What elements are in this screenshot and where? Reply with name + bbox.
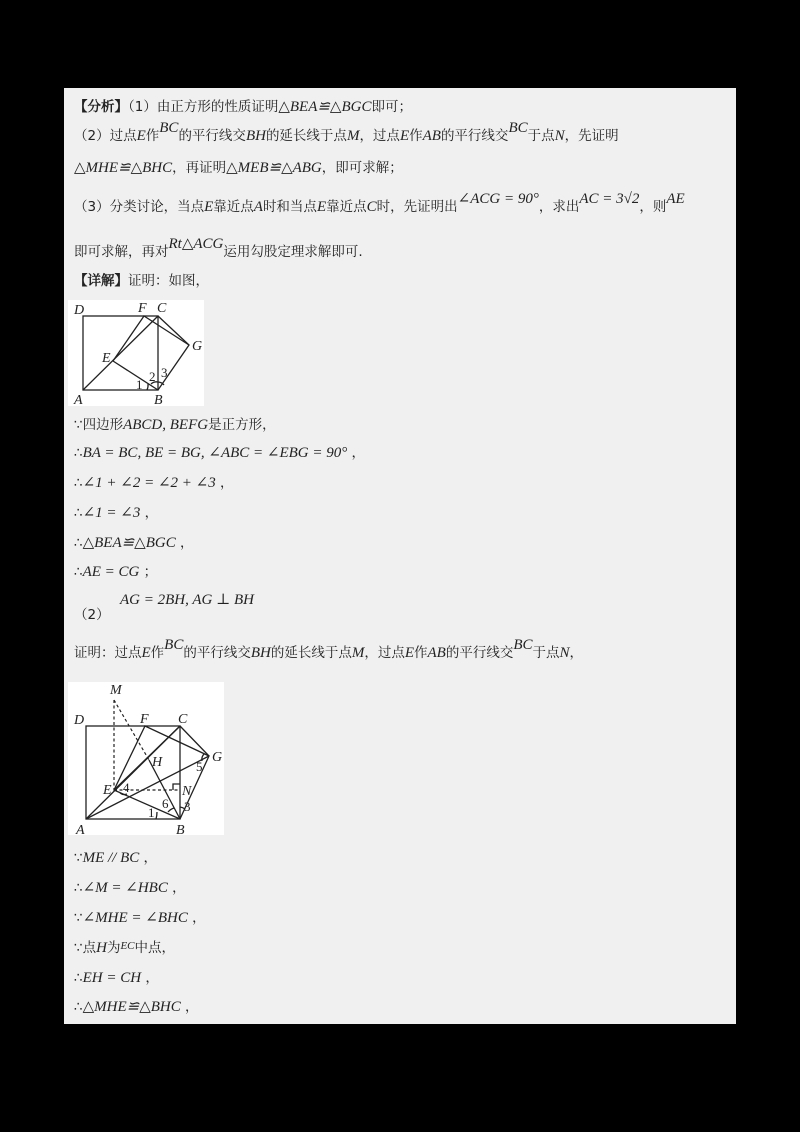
text: ，则 — [639, 199, 667, 215]
step-2-1 — [74, 849, 157, 867]
math: AG = 2BH, AG ⊥ BH — [120, 592, 254, 608]
svg-text:E: E — [102, 351, 111, 366]
text: 时，先证明出 — [376, 199, 458, 215]
math: E — [204, 199, 214, 215]
math: E — [316, 199, 327, 215]
text: ， — [215, 475, 234, 491]
svg-text:D: D — [74, 713, 85, 728]
text: 中点， — [134, 940, 175, 956]
svg-text:2: 2 — [149, 369, 156, 384]
text: ，先证明 — [564, 128, 619, 144]
analysis-heading: 【分析】 — [74, 99, 128, 115]
math: E — [404, 645, 415, 661]
because-symbol: ∵ — [74, 940, 83, 956]
text: 作 — [414, 645, 428, 661]
text: ， — [187, 910, 206, 926]
text: 是正方形， — [208, 417, 276, 433]
math: △BEA≌△BGC — [82, 535, 176, 551]
text: 为 — [106, 940, 121, 956]
text: 证明：过点 — [74, 645, 142, 661]
therefore-symbol: ∴ — [74, 970, 83, 986]
svg-text:1: 1 — [136, 377, 143, 392]
analysis-part3-line2 — [74, 236, 363, 261]
step-1-6 — [74, 563, 157, 581]
text: ， — [569, 645, 584, 661]
math: ∠1 = ∠3 — [82, 505, 141, 521]
step-2-4 — [74, 939, 175, 958]
svg-text:A: A — [76, 823, 85, 835]
svg-text:G: G — [192, 339, 203, 354]
step-1-1 — [74, 416, 276, 434]
math: △MEB≌△ABG — [226, 160, 322, 176]
math: BH — [250, 645, 271, 661]
math: ∠M = ∠HBC — [82, 880, 168, 896]
text: 的平行线交 — [183, 645, 251, 661]
document-page — [64, 88, 736, 1024]
step-1-3 — [74, 474, 234, 492]
figure-1 — [68, 300, 204, 406]
math: Rt△ACG — [168, 236, 224, 252]
math: ABCD, BEFG — [123, 417, 209, 433]
therefore-symbol: ∴ — [74, 880, 83, 896]
text: ，再证明 — [172, 160, 227, 176]
math: BC — [513, 637, 533, 653]
math: E — [136, 128, 146, 144]
math: ∠1 + ∠2 = ∠2 + ∠3 — [82, 475, 216, 491]
analysis-part1 — [74, 98, 412, 116]
math: N — [559, 645, 570, 661]
text: ， — [139, 850, 158, 866]
svg-text:F: F — [140, 712, 149, 727]
math: △BEA≌△BGC — [278, 99, 372, 115]
svg-text:C: C — [178, 712, 188, 727]
step-1-2 — [74, 444, 365, 462]
analysis-part3-line1 — [74, 191, 685, 216]
svg-text:E: E — [103, 783, 112, 798]
math: EH = CH — [82, 970, 142, 986]
therefore-symbol: ∴ — [74, 445, 83, 461]
math: BA = BC, BE = BG, ∠ABC = ∠EBG = 90° — [82, 445, 348, 461]
math: AB — [427, 645, 446, 661]
therefore-symbol: ∴ — [74, 505, 83, 521]
math: BC — [508, 120, 528, 136]
text: ； — [139, 564, 158, 580]
detail-heading: 【详解】 — [74, 273, 128, 289]
math: AB — [422, 128, 441, 144]
text: 证明：如图， — [128, 273, 209, 289]
text: 的延长线于点 — [265, 128, 347, 144]
math: AE = CG — [82, 564, 140, 580]
text: ， — [180, 999, 199, 1015]
therefore-symbol: ∴ — [74, 535, 83, 551]
part2-label — [74, 606, 110, 624]
math: △MHE≌△BHC — [74, 160, 173, 176]
svg-text:6: 6 — [162, 796, 169, 811]
proof2-intro — [74, 637, 584, 662]
text: ， — [140, 505, 159, 521]
svg-text:H: H — [152, 755, 163, 770]
text: 即可求解，再对 — [74, 244, 169, 260]
text: 四边形 — [82, 417, 124, 433]
step-1-4 — [74, 504, 158, 522]
text: 时和当点 — [262, 199, 317, 215]
math: EC — [120, 940, 135, 952]
because-symbol: ∵ — [74, 850, 83, 866]
text: （2）过点 — [74, 128, 137, 144]
svg-text:B: B — [154, 393, 163, 406]
math: △MHE≌△BHC — [82, 999, 181, 1015]
text: 于点 — [532, 645, 560, 661]
svg-text:3: 3 — [161, 365, 168, 380]
therefore-symbol: ∴ — [74, 999, 83, 1015]
text: ，过点 — [364, 645, 405, 661]
text: ，过点 — [359, 128, 400, 144]
therefore-symbol: ∴ — [74, 564, 83, 580]
svg-text:F: F — [138, 301, 147, 316]
math: M — [346, 128, 360, 144]
svg-text:A: A — [74, 393, 83, 406]
math: ∠ACG = 90° — [457, 191, 539, 207]
text: 的延长线于点 — [270, 645, 352, 661]
step-2-5 — [74, 969, 159, 987]
analysis-part2-line2 — [74, 159, 403, 177]
math: ∠MHE = ∠BHC — [82, 910, 188, 926]
text: 点 — [82, 940, 97, 956]
text: ，求出 — [538, 199, 580, 215]
math: C — [366, 199, 377, 215]
text: 靠近点 — [326, 199, 367, 215]
svg-text:3: 3 — [184, 799, 191, 814]
therefore-symbol: ∴ — [74, 475, 83, 491]
text: （1）由正方形的性质证明 — [128, 99, 279, 115]
math: E — [141, 645, 151, 661]
detail-heading-line — [74, 272, 209, 290]
step-2-3 — [74, 909, 206, 927]
svg-text:4: 4 — [123, 780, 130, 795]
text: 的平行线交 — [445, 645, 514, 661]
svg-text:C: C — [157, 301, 167, 316]
text: ， — [175, 535, 194, 551]
geometry-diagram-2 — [68, 682, 224, 835]
text: ， — [167, 880, 186, 896]
math: ME // BC — [82, 850, 140, 866]
math: E — [399, 128, 410, 144]
step-1-5 — [74, 534, 194, 552]
math: AE — [666, 191, 685, 207]
svg-text:M: M — [110, 683, 122, 698]
text: ，即可求解； — [321, 160, 403, 176]
math: BH — [245, 128, 266, 144]
part2-claim — [120, 591, 254, 609]
svg-text:N: N — [182, 784, 192, 799]
math: AC = 3√2 — [579, 191, 640, 207]
because-symbol: ∵ — [74, 910, 83, 926]
text: 作 — [150, 645, 165, 661]
text: 靠近点 — [213, 199, 254, 215]
because-symbol: ∵ — [74, 417, 83, 433]
math: A — [253, 199, 263, 215]
math: BC — [159, 120, 179, 136]
text: 作 — [409, 128, 423, 144]
text: （2） — [74, 607, 110, 623]
geometry-diagram-1 — [68, 300, 204, 406]
text: 即可； — [371, 99, 412, 115]
text: ， — [141, 970, 159, 986]
text: 于点 — [527, 128, 555, 144]
math: M — [351, 645, 365, 661]
text: 的平行线交 — [440, 128, 509, 144]
math: BC — [164, 637, 184, 653]
text: （3）分类讨论，当点 — [74, 199, 205, 215]
text: 的平行线交 — [178, 128, 246, 144]
svg-text:1: 1 — [148, 805, 155, 820]
analysis-part2-line1 — [74, 120, 619, 145]
svg-text:D: D — [74, 303, 85, 318]
text: 运用勾股定理求解即可. — [223, 244, 363, 260]
text: ， — [347, 445, 366, 461]
figure-2 — [68, 682, 224, 835]
svg-text:G: G — [212, 750, 223, 765]
math: N — [554, 128, 565, 144]
step-2-2 — [74, 879, 186, 897]
math: H — [96, 940, 107, 956]
svg-text:5: 5 — [196, 759, 203, 774]
step-2-6 — [74, 998, 199, 1016]
svg-text:B: B — [176, 823, 185, 835]
text: 作 — [145, 128, 160, 144]
